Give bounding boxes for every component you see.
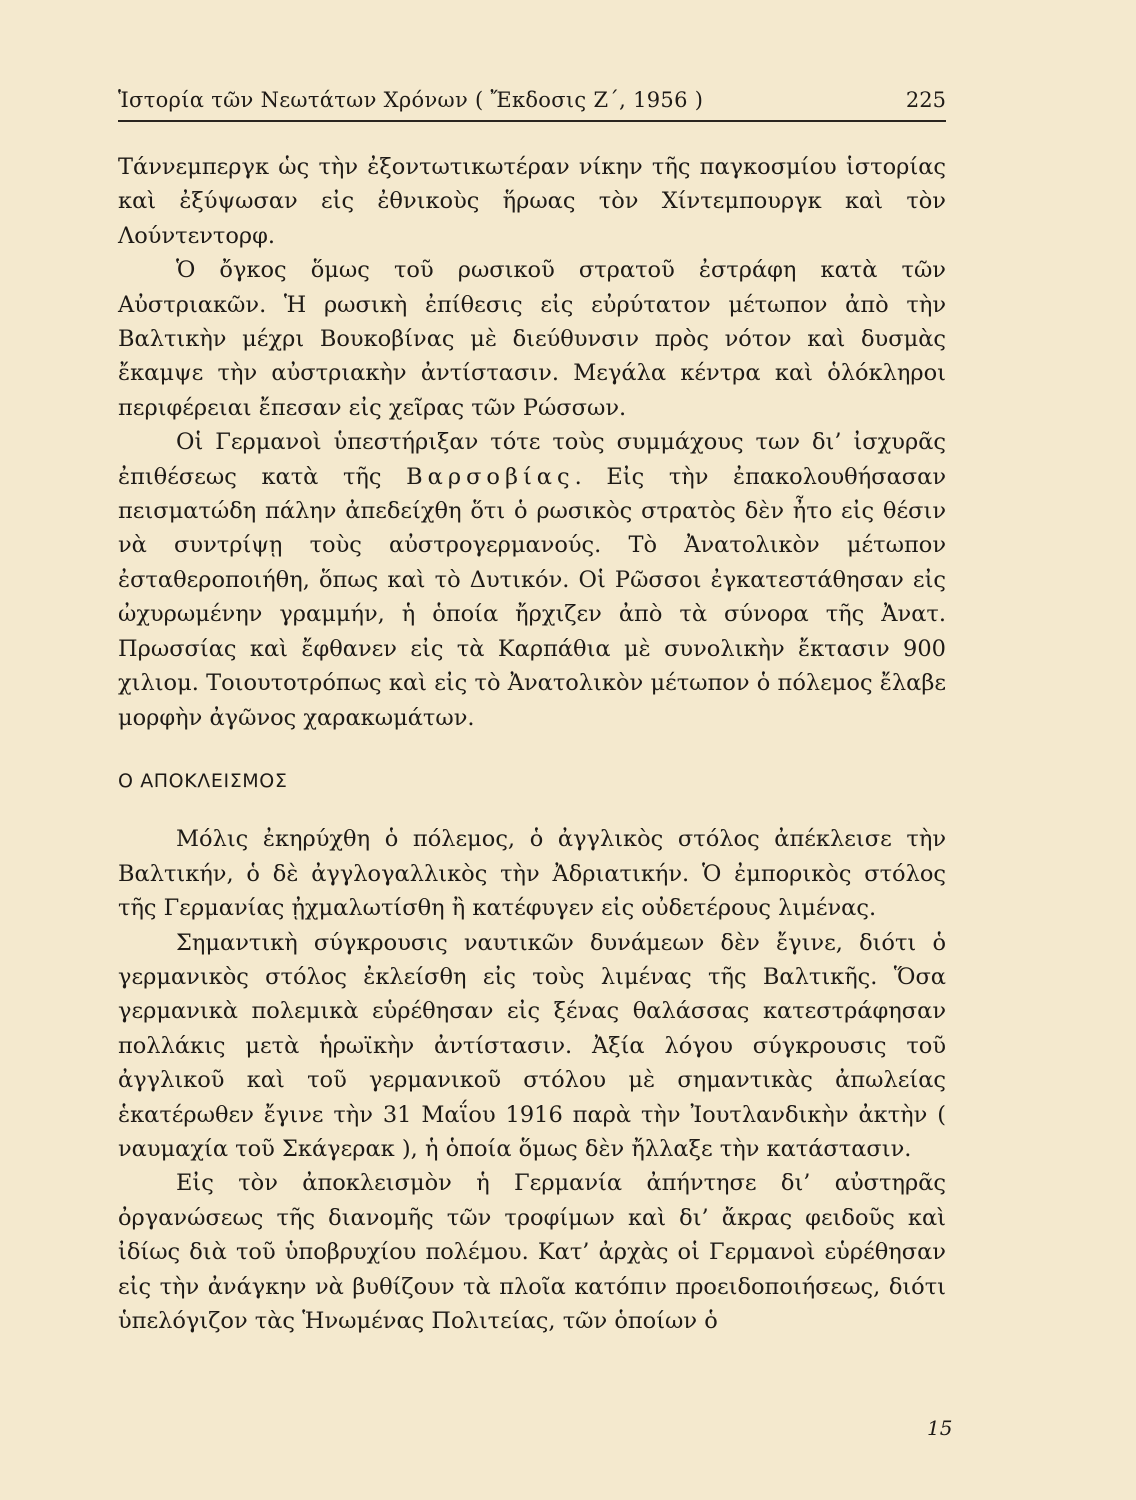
spaced-emphasis-word: Βαρσοβίας bbox=[406, 463, 575, 490]
paragraph-6: Εἰς τὸν ἀποκλεισμὸν ἡ Γερμανία ἀπήντησε δι’ αὐστηρᾶς ὀργανώσεως τῆς διανομῆς τῶν τροφίμων καὶ δι’ ἄκρας φειδοῦς καὶ ἰδίως διὰ τοῦ ὑποβρυχίου πολέμου. Κατ’ ἀρχὰς οἱ Γερμανοὶ εὑρέθησαν εἰς τὴν ἀνάγκην νὰ βυθίζουν τὰ πλοῖα κατόπιν προειδοποιήσεως, διότι ὑπελόγιζον τὰς Ἡνωμένας Πολιτείας, τῶν ὁποίων ὁ bbox=[118, 1170, 946, 1334]
paragraph-3-end: . Εἰς τὴν ἐπακολουθήσασαν πεισματώδη πάλην ἀπεδείχθη ὅτι ὁ ρωσικὸς στρατὸς δὲν ἦτο εἰς θέσιν νὰ συντρίψῃ τοὺς αὐστρογερμανούς. Τὸ Ἀνατολικὸν μέτωπον ἐσταθεροποιήθη, ὅπως καὶ τὸ Δυτικόν. Οἱ Ρῶσσοι ἐγκατεστάθησαν εἰς ὠχυρωμένην γραμμήν, ἡ ὁποία ἤρχιζεν ἀπὸ τὰ σύνορα τῆς Ἀνατ. Πρωσσίας καὶ ἔφθανεν εἰς τὰ Καρπάθια μὲ συνολικὴν ἔκτασιν 900 χιλιομ. Τοιουτοτρόπως καὶ εἰς τὸ Ἀνατολικὸν μέτωπον ὁ πόλεμος ἔλαβε μορφὴν ἀγῶνος χαρακωμάτων. bbox=[118, 463, 946, 731]
running-title: Ἱστορία τῶν Νεωτάτων Χρόνων ( Ἔκδοσις Ζ΄, 1956 ) bbox=[118, 88, 704, 112]
paragraph-4: Μόλις ἐκηρύχθη ὁ πόλεμος, ὁ ἀγγλικὸς στόλος ἀπέκλεισε τὴν Βαλτικήν, ὁ δὲ ἀγγλογαλλικὸς τὴν Ἀδριατικήν. Ὁ ἐμπορικὸς στόλος τῆς Γερμανίας ᾐχμαλωτίσθη ἢ κατέφυγεν εἰς οὐδετέρους λιμένας. bbox=[118, 826, 946, 922]
signature-mark: 15 bbox=[927, 1416, 953, 1440]
body-text bbox=[118, 150, 946, 1338]
paragraph-3 bbox=[118, 425, 946, 735]
section-title: Ο ΑΠΟΚΛΕΙΣΜΟΣ bbox=[118, 769, 288, 792]
page-number: 225 bbox=[905, 88, 946, 112]
paragraph-2: Ὁ ὄγκος ὅμως τοῦ ρωσικοῦ στρατοῦ ἐστράφη κατὰ τῶν Αὐστριακῶν. Ἡ ρωσικὴ ἐπίθεσις εἰς εὐρύτατον μέτωπον ἀπὸ τὴν Βαλτικὴν μέχρι Βουκοβίνας μὲ διεύθυνσιν πρὸς νότον καὶ δυσμὰς ἔκαμψε τὴν αὐστριακὴν ἀντίστασιν. Μεγάλα κέντρα καὶ ὁλόκληροι περιφέρειαι ἔπεσαν εἰς χεῖρας τῶν Ρώσσων. bbox=[118, 257, 946, 421]
paragraph-3-start: Οἱ Γερμανοὶ ὑπεστήριξαν τότε τοὺς συμμάχους των δι’ ἰσχυρᾶς ἐπιθέσεως κατὰ τῆς bbox=[118, 429, 946, 490]
paragraph-1: Τάννεμπεργκ ὡς τὴν ἐξοντωτικωτέραν νίκην τῆς παγκοσμίου ἱστορίας καὶ ἐξύψωσαν εἰς ἐθνικοὺς ἥρωας τὸν Χίντεμπουργκ καὶ τὸν Λούντεντορφ. bbox=[118, 154, 946, 249]
running-head bbox=[118, 86, 946, 122]
paragraph-5: Σημαντικὴ σύγκρουσις ναυτικῶν δυνάμεων δὲν ἔγινε, διότι ὁ γερμανικὸς στόλος ἐκλείσθη εἰς τοὺς λιμένας τῆς Βαλτικῆς. Ὅσα γερμανικὰ πολεμικὰ εὑρέθησαν εἰς ξένας θαλάσσας κατεστράφησαν πολλάκις μετὰ ἡρωϊκὴν ἀντίστασιν. Ἀξία λόγου σύγκρουσις τοῦ ἀγγλικοῦ καὶ τοῦ γερμανικοῦ στόλου μὲ σημαντικὰς ἀπωλείας ἑκατέρωθεν ἔγινε τὴν 31 Μαΐου 1916 παρὰ τὴν Ἰουτλανδικὴν ἀκτὴν ( ναυμαχία τοῦ Σκάγεραк ), ἡ ὁποία ὅμως δὲν ἤλλαξε τὴν κατάστασιν. bbox=[118, 929, 946, 1162]
